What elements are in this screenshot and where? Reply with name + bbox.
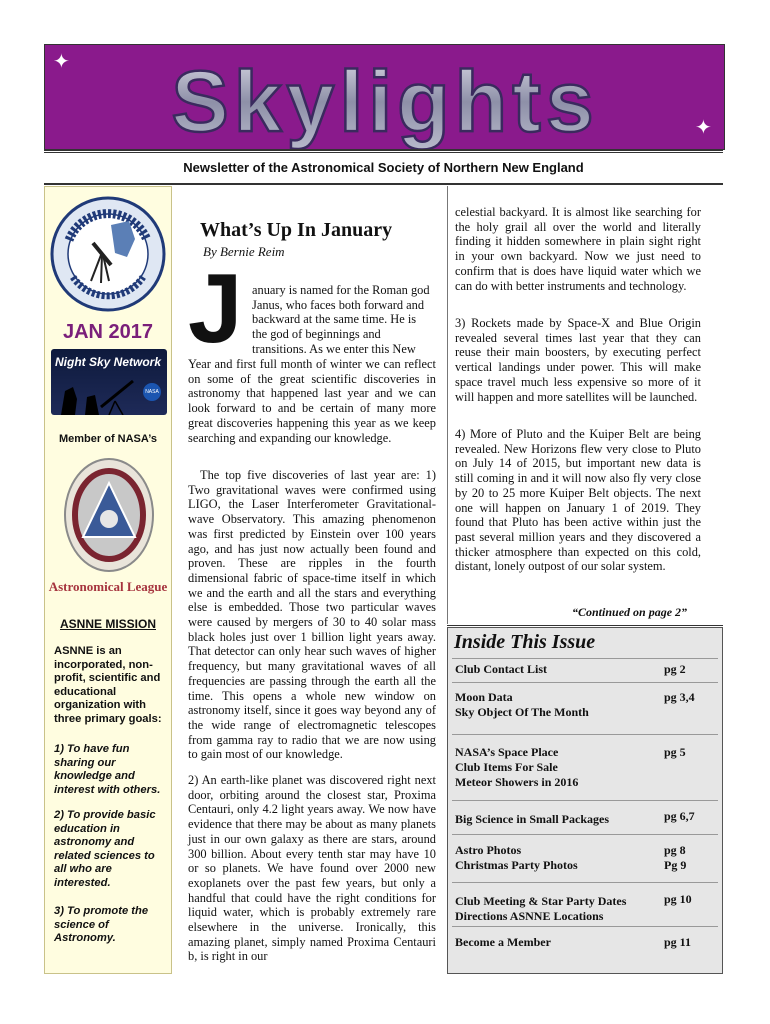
star-icon: ✦ — [695, 115, 712, 139]
silhouette-icon — [51, 349, 167, 415]
subtitle-band — [44, 150, 723, 185]
divider — [452, 882, 718, 883]
article-paragraph: 3) Rockets made by Space-X and Blue Origin revealed several times last year that they can reuse their main boosters, by executing perfect vertical landings under power. This will make space travel much less expensive so more of it will happen and more satellites will be launched. — [455, 316, 701, 404]
issue-item-page: pg 5 — [664, 745, 686, 759]
issue-item-label: Club Meeting & Star Party Dates Directions ASNNE Locations — [455, 894, 627, 923]
divider — [452, 800, 718, 801]
intro-line: transitions. As we enter this New — [252, 341, 416, 356]
issue-item-label: Moon Data Sky Object Of The Month — [455, 690, 589, 719]
night-sky-network-logo — [51, 349, 167, 415]
intro-line: anuary is named for the Roman god — [252, 283, 430, 297]
issue-item-label: NASA’s Space Place Club Items For Sale Meteor Showers in 2016 — [455, 745, 579, 789]
mission-goal: 1) To have fun sharing our knowledge and interest with others. — [54, 743, 161, 796]
article-byline: By Bernie Reim — [203, 244, 285, 259]
issue-item-page: pg 3,4 — [664, 690, 695, 704]
article-paragraph: 2) An earth-like planet was discovered right next door, orbiting around the closest star, Proxima Centauri, only 4.2 light years away. We now have evidence that there may be about as many planets just in our own galaxy as there are stars, around 300 billion. About every tenth star may have 10 or so planets. We have found over 2000 new exoplanets over the past few years, but only a handful that could have the right conditions for liquid water, which is probably extremely rare elsewhere in the universe. Ironically, this amazing planet, simply named Proxima Centauri b, is right in our — [188, 773, 436, 964]
article-paragraph: celestial backyard. It is almost like searching for the holy grail all over the world and literally finding it hidden somewhere in plain sight right in your own backyard. Now we just need to confirm that is does have liquid water which we can do with better instruments and technology. — [455, 205, 701, 293]
continued-note: “Continued on page 2” — [572, 605, 688, 619]
inside-this-issue — [447, 627, 723, 974]
issue-title: Inside This Issue — [454, 631, 596, 653]
article-intro-lines — [252, 283, 436, 357]
masthead-title: Skylights — [171, 54, 599, 149]
astronomical-league-label: Astronomical League — [48, 579, 168, 594]
drop-cap: J — [188, 253, 243, 363]
issue-item-label: Astro Photos Christmas Party Photos — [455, 843, 578, 872]
member-of-label: Member of NASA’s — [58, 433, 157, 445]
divider — [452, 926, 718, 927]
divider — [452, 734, 718, 735]
issue-item-page: pg 8 Pg 9 — [664, 843, 687, 872]
mission-intro: ASNNE is an incorporated, non-profit, scientific and educational organization with three primary goals: — [54, 645, 162, 725]
asnne-logo — [49, 195, 167, 313]
astronomical-league-logo — [63, 457, 155, 575]
intro-line: Janus, who faces both forward and — [252, 297, 425, 312]
issue-item-label: Club Contact List — [455, 662, 548, 676]
mission-goal: 3) To promote the science of Astronomy. — [54, 905, 149, 944]
intro-line: the god of beginnings and — [252, 327, 381, 342]
nasa-logo: NASA — [143, 383, 161, 401]
night-sky-network-label: Night Sky Network — [55, 355, 162, 369]
issue-item-page: pg 2 — [664, 662, 686, 676]
issue-item-label: Become a Member — [455, 935, 551, 949]
divider — [452, 834, 718, 835]
intro-line: backward at the same time. He is — [252, 312, 417, 327]
article-paragraph: Year and first full month of winter we can reflect on some of the great scientific discoveries in astronomy that happened last year and we can look forward to and be certain of many more great discoveries happening this year as we keep searching and expanding our knowledge. — [188, 357, 436, 445]
article-paragraph: The top five discoveries of last year are: 1) Two gravitational waves were confirmed using LIGO, the Laser Interferometer Gravitational-wave Observatory. This amazing phenomenon was first predicted by Einstein over 100 years ago, and has just now actually been found and proven. These are ripples in the fourth dimensional fabric of space-time itself in which we and the earth and all the stars and everything else is embedded. Those two particular waves were caused by mergers of 30 to 40 solar mass black holes just over 1 billion light years away. That detector can only hear such waves of higher frequency, but many gravitational waves of all frequencies are passing through the earth all the time. This opens a whole new window on astronomy itself, since it goes way beyond any of the wide range of electromagnetic telescopes from gamma ray to radio that we are now using to gain most of our knowledge. — [188, 468, 436, 762]
divider — [452, 682, 718, 683]
newsletter-subtitle: Newsletter of the Astronomical Society of Northern New England — [183, 160, 584, 175]
star-icon: ✦ — [53, 49, 70, 73]
issue-date: JAN 2017 — [62, 321, 154, 343]
issue-item-page: pg 10 — [664, 892, 692, 906]
mission-title: ASNNE MISSION — [59, 617, 156, 631]
issue-item-page: pg 6,7 — [664, 809, 695, 823]
masthead — [44, 44, 725, 150]
issue-item-label: Big Science in Small Packages — [455, 812, 609, 826]
sidebar — [44, 186, 172, 974]
article-title: What’s Up In January — [200, 219, 393, 241]
article-paragraph: 4) More of Pluto and the Kuiper Belt are being revealed. New Horizons flew very close to Pluto on July 14 of 2015, but important new data is still coming in and it will now also fly very close by 20 to 25 more Kuiper Belt objects. The next one will happen on January 1 of 2019. They found that Pluto has been active within just the past several million years and they discovered a thicker atmosphere than expected on this cold, distant, lonely outpost of our solar system. — [455, 427, 701, 574]
column-divider — [447, 186, 448, 624]
mission-goal: 2) To provide basic education in astronomy and related sciences to all who are interested. — [54, 809, 156, 889]
divider — [452, 658, 718, 659]
section-rule — [447, 625, 723, 626]
issue-item-page: pg 11 — [664, 935, 692, 949]
masthead-title-graphic — [45, 45, 724, 149]
